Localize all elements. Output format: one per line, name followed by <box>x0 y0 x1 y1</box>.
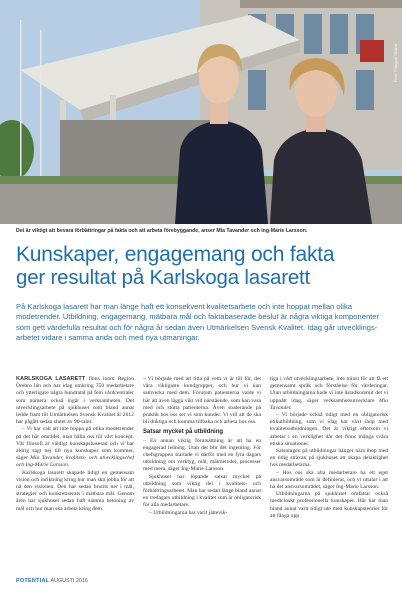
photo-caption: Det är viktigt att bevara förbättringar på fakta och att arbeta förebyggande, anser Mia Tavander och Ing-Marie Larsson. <box>16 228 308 234</box>
body-column-2 <box>143 376 261 574</box>
paragraph-emphasis: Mia Tavander. <box>270 397 388 411</box>
lede-caps: KARLSKOGA LASARETT <box>16 376 86 382</box>
article-body <box>16 376 388 574</box>
paragraph-text: – Vi har valt att inte hoppa på olika modetrender på det här området, utan hålla oss till vårt koncept. Vår filosofi är väldigt kunskapsbaserad och vi har aldrig sagt nej till nya kunskaper som kommer, säger <box>16 426 134 462</box>
paragraph-text: tiga i vårt utvecklingsarbete, inte minst för att få ett gemensamt språk och förståelse för värderingar. Utan utbildningarna hade vi inte åstadkommit det vi uppnått idag, säger verksamhetsutvecklare <box>270 376 388 404</box>
paragraph-emphasis: Mia Tavander, kvalitets- och utvecklingschef och Ing-Marie Larsson. <box>16 455 134 469</box>
paragraph: – En annan viktig förutsättning är att ha en engagerad ledning. Utan det blir det ingenting. För chefsgruppen startade vi därför med en fyra dagars utbildning om verktyg, mål, mätmetoder, processer med mera, säger Ing-Marie Larsson. <box>143 437 261 473</box>
magazine-name: POTENTIAL <box>16 578 50 584</box>
paragraph: – Utbildningarna har varit jättevik- <box>149 509 228 516</box>
paragraph <box>16 426 134 469</box>
paragraph: Utbildningarna på sjukhuset omfattar också medicinskt professionella kunskaper. Här har man bland annat varit tidigt ute med kunskapsteorier för att fånga upp <box>270 491 388 519</box>
paragraph: – Hos oss ska alla medarbetare ha ett eget ansvarsområde som är definierat, och vi uttalar i att ha det ansvarsområdet, säger Ing-Marie Larsson. <box>270 469 388 491</box>
paragraph <box>16 376 134 426</box>
article-lead: På Karlskoga lasarett har man länge haft ett konsekvent kvalitetsarbete och inte hoppat mellan olika modetrender. Utbildning, engagemang, mätbara mål och faktabaserade beslut är några viktiga komponenter som gett värdefulla resultat och för några år sedan även Utmärkelsen Svensk Kvalitet. Idag går utvecklings-arbetet vidare i samma anda och med nya utmaningar. <box>16 302 380 343</box>
body-column-3 <box>270 376 388 574</box>
photo-illustration <box>0 0 402 224</box>
subheading: Satsar mycket på utbildning <box>143 429 224 436</box>
article-photo <box>0 0 402 224</box>
paragraph-text: finns inom Region Örebro län och har idag omkring 750 medarbetare och ytterligare några hundratal på fem vårdcentraler som numera också ingår i verksamheten. Det utvecklingsarbete på sjukhuset som bland annat ledde fram till Utmärkelsen Svensk Kvalitet år 2012 har pågått sedan slutet av 90-talet. <box>16 376 134 426</box>
page-footer <box>16 578 88 584</box>
paragraph: – Vi började också tidigt med en obligatorisk etikutbildning, som vi idag har växt ihop med kvalitetsutbildningen. Det är viktigt eftersom vi arbetar i en verklighet där det finns många svåra etiska situationer. <box>270 412 388 447</box>
paragraph: – Vi började med att titta på vem vi är till för, det våra viktigaste kundgrupper, och hur vi kan samverka med dem. Förutom patienterna valde vi här att även lägga vikt vid närstående, som kan vara med och stötta patienterna. Även studerande på praktik hos oss ser vi som kunder. Vi vill att de ska bli duktiga och komma tillbaka och arbeta hos oss. <box>143 376 261 426</box>
paragraph <box>270 376 388 412</box>
headline-line-2: ger resultat på Karlskoga lasarett <box>16 265 311 289</box>
photo-credit: Foto: Fotograf Okänd <box>393 44 398 83</box>
paragraph: Karlskoga lasarett skapade tidigt en gemensam vision och inriktning kring hur man ska jobba för att nå den visionen. Den har sedan brutits ner i mål, strategier och konkretiserats i mätbara mål. Genom åren har sjukhuset sedan haft samma betoning av mål och hur man ska arbeta kring dem. <box>16 469 134 512</box>
body-column-1 <box>16 376 134 574</box>
paragraph: Sjukhuset har löpande satsat mycket på utbildning som viktig del i kvalitets- och förbättringsarbetet. Man har sedan länge bland annat en tredagars utbildning i kvalitet som är obligatorisk för alla medarbetare. <box>143 473 261 509</box>
headline-line-1: Kunskaper, engagemang och fakta <box>16 243 335 266</box>
paragraph: Satsningen på utbildningar hänger nära ihop med en tidig strävan på sjukhuset att skapa delaktighet hos medarbetarna. <box>270 448 388 469</box>
issue-date: AUGUSTI 2016 <box>50 578 88 584</box>
article-headline <box>16 244 390 289</box>
